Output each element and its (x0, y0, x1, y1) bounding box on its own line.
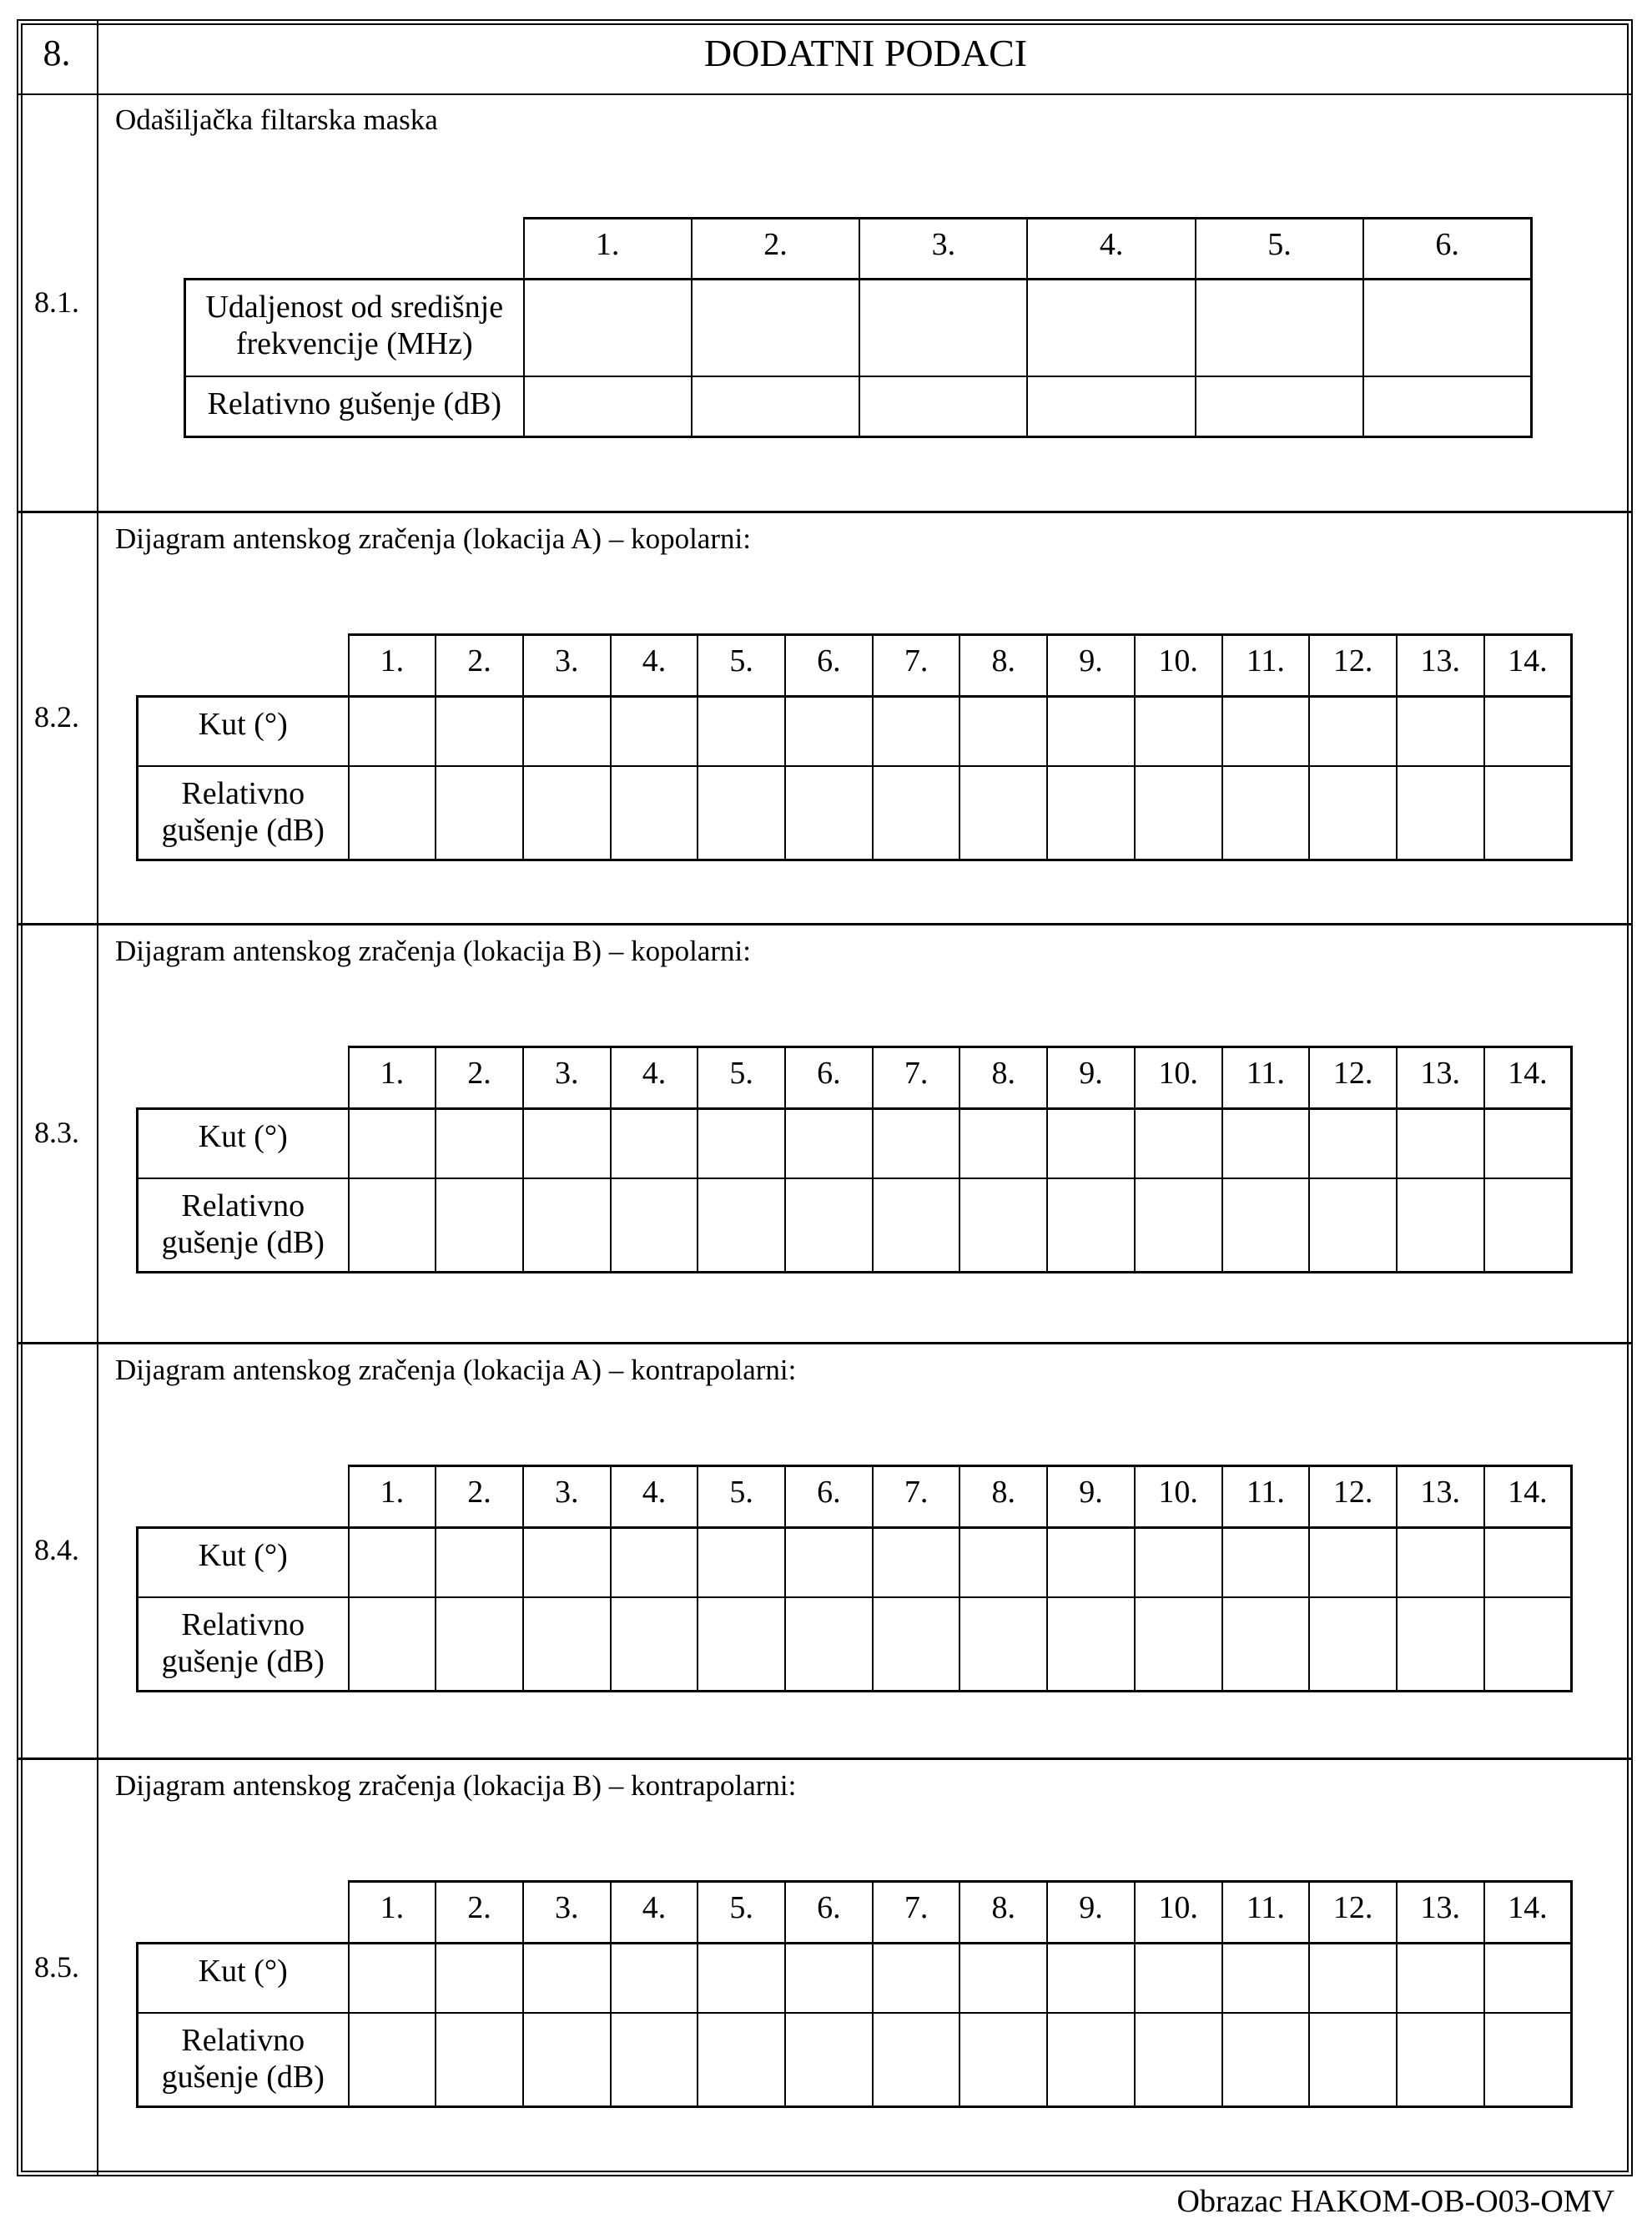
radiation-diagram-table-a-copolar (136, 633, 1573, 861)
column-header: 11. (1222, 1466, 1310, 1528)
table-cell[interactable] (1309, 1109, 1397, 1178)
table-cell[interactable] (611, 1944, 698, 2013)
column-header: 11. (1222, 1047, 1310, 1109)
table-cell[interactable] (692, 280, 859, 376)
table-cell[interactable] (1135, 1528, 1222, 1597)
column-header: 14. (1484, 1882, 1572, 1944)
table-cell[interactable] (349, 766, 436, 860)
table-cell[interactable] (1196, 280, 1363, 376)
column-header: 6. (1363, 219, 1531, 280)
number-column-divider (97, 19, 98, 2176)
table-cell[interactable] (1397, 1178, 1484, 1273)
column-header: 5. (1196, 219, 1363, 280)
column-header: 6. (785, 1882, 873, 1944)
table-cell[interactable] (611, 1109, 698, 1178)
column-header: 9. (1047, 635, 1135, 697)
column-header: 2. (436, 1882, 523, 1944)
table-cell[interactable] (698, 2013, 785, 2107)
table-cell[interactable] (1484, 697, 1572, 766)
table-cell[interactable] (523, 1109, 611, 1178)
table-cell[interactable] (523, 1597, 611, 1692)
table-cell[interactable] (1309, 1528, 1397, 1597)
column-header: 7. (873, 1466, 960, 1528)
column-header: 2. (692, 219, 859, 280)
column-header: 4. (611, 1466, 698, 1528)
column-header: 13. (1397, 1882, 1484, 1944)
row-label: Kut (°) (138, 697, 349, 766)
header-spacer (138, 1047, 349, 1109)
header-row (138, 1882, 1572, 1944)
table-cell[interactable] (1397, 1597, 1484, 1692)
table-cell[interactable] (1309, 766, 1397, 860)
table-cell[interactable] (611, 697, 698, 766)
row-label: Kut (°) (138, 1109, 349, 1178)
table-cell[interactable] (436, 697, 523, 766)
table-cell[interactable] (785, 1528, 873, 1597)
column-header: 2. (436, 1466, 523, 1528)
table-cell[interactable] (1047, 1178, 1135, 1273)
table-cell[interactable] (785, 2013, 873, 2107)
column-header: 5. (698, 1047, 785, 1109)
header-spacer (138, 1466, 349, 1528)
table-cell[interactable] (959, 1178, 1047, 1273)
table-cell[interactable] (1309, 697, 1397, 766)
table-row (138, 766, 1572, 860)
table-cell[interactable] (1027, 376, 1195, 437)
table-cell[interactable] (611, 1528, 698, 1597)
table-cell[interactable] (349, 2013, 436, 2107)
column-header: 12. (1309, 635, 1397, 697)
column-header: 3. (523, 1047, 611, 1109)
table-cell[interactable] (1397, 1109, 1484, 1178)
column-header: 4. (611, 1047, 698, 1109)
table-cell[interactable] (349, 1528, 436, 1597)
table-cell[interactable] (1222, 1178, 1310, 1273)
column-header: 1. (524, 219, 692, 280)
table-cell[interactable] (1222, 1944, 1310, 2013)
table-cell[interactable] (859, 280, 1027, 376)
table-cell[interactable] (1484, 1944, 1572, 2013)
table-cell[interactable] (1484, 1597, 1572, 1692)
column-header: 14. (1484, 635, 1572, 697)
section-title-8-1: Odašiljačka filtarska maska (115, 103, 438, 136)
column-header: 1. (349, 1047, 436, 1109)
table-cell[interactable] (1027, 280, 1195, 376)
header-row (138, 635, 1572, 697)
form-code: Obrazac HAKOM-OB-O03-OMV (1176, 2184, 1614, 2219)
table-cell[interactable] (1363, 376, 1531, 437)
header-spacer (185, 219, 524, 280)
table-cell[interactable] (524, 280, 692, 376)
column-header: 7. (873, 1047, 960, 1109)
column-header: 8. (959, 1466, 1047, 1528)
table-cell[interactable] (1222, 1528, 1310, 1597)
table-cell[interactable] (698, 697, 785, 766)
table-cell[interactable] (873, 1178, 960, 1273)
table-cell[interactable] (959, 1109, 1047, 1178)
column-header: 1. (349, 635, 436, 697)
table-cell[interactable] (523, 766, 611, 860)
table-cell[interactable] (524, 376, 692, 437)
column-header: 2. (436, 1047, 523, 1109)
column-header: 3. (859, 219, 1027, 280)
column-header: 11. (1222, 635, 1310, 697)
header-row (138, 1047, 1572, 1109)
column-header: 4. (1027, 219, 1195, 280)
table-cell[interactable] (436, 2013, 523, 2107)
table-cell[interactable] (873, 1109, 960, 1178)
column-header: 6. (785, 1047, 873, 1109)
table-cell[interactable] (1222, 1597, 1310, 1692)
table-cell[interactable] (349, 1109, 436, 1178)
radiation-diagram-table-b-contrapolar (136, 1880, 1573, 2108)
table-cell[interactable] (959, 1944, 1047, 2013)
column-header: 5. (698, 635, 785, 697)
table-cell[interactable] (1196, 376, 1363, 437)
row-label: Relativno gušenje (dB) (138, 2013, 349, 2107)
table-cell[interactable] (698, 1178, 785, 1273)
table-cell[interactable] (1047, 2013, 1135, 2107)
column-header: 4. (611, 635, 698, 697)
column-header: 12. (1309, 1466, 1397, 1528)
row-label: Kut (°) (138, 1528, 349, 1597)
table-row (138, 1597, 1572, 1692)
table-cell[interactable] (1309, 2013, 1397, 2107)
section-number-8-5: 8.5. (34, 1950, 79, 1984)
column-header: 10. (1135, 1466, 1222, 1528)
table-cell[interactable] (785, 1944, 873, 2013)
radiation-diagram-table-a-contrapolar (136, 1465, 1573, 1692)
section-title-8-2: Dijagram antenskog zračenja (lokacija A) – kopolarni: (115, 522, 751, 555)
column-header: 9. (1047, 1882, 1135, 1944)
table-row (185, 280, 1532, 376)
table-cell[interactable] (1309, 1597, 1397, 1692)
row-label: Relativno gušenje (dB) (185, 376, 524, 437)
header-spacer (138, 1882, 349, 1944)
table-cell[interactable] (611, 766, 698, 860)
table-cell[interactable] (1135, 697, 1222, 766)
section-title-8-5: Dijagram antenskog zračenja (lokacija B) – kontrapolarni: (115, 1769, 797, 1802)
column-header: 3. (523, 1466, 611, 1528)
column-header: 8. (959, 635, 1047, 697)
column-header: 9. (1047, 1047, 1135, 1109)
column-header: 8. (959, 1047, 1047, 1109)
table-cell[interactable] (959, 1597, 1047, 1692)
radiation-diagram-table-b-copolar (136, 1046, 1573, 1273)
table-cell[interactable] (1484, 1528, 1572, 1597)
column-header: 14. (1484, 1466, 1572, 1528)
section-divider-1 (17, 511, 1633, 513)
column-header: 6. (785, 1466, 873, 1528)
section-title-8-4: Dijagram antenskog zračenja (lokacija A) – kontrapolarni: (115, 1354, 797, 1386)
table-cell[interactable] (523, 2013, 611, 2107)
table-cell[interactable] (1484, 766, 1572, 860)
table-cell[interactable] (1135, 1597, 1222, 1692)
table-cell[interactable] (1222, 1109, 1310, 1178)
table-cell[interactable] (1397, 1944, 1484, 2013)
table-cell[interactable] (349, 697, 436, 766)
table-cell[interactable] (1484, 1109, 1572, 1178)
table-cell[interactable] (959, 766, 1047, 860)
column-header: 1. (349, 1882, 436, 1944)
table-cell[interactable] (523, 1944, 611, 2013)
table-row (138, 1178, 1572, 1273)
table-cell[interactable] (959, 1528, 1047, 1597)
row-label: Relativno gušenje (dB) (138, 766, 349, 860)
section-number-8-3: 8.3. (34, 1116, 79, 1149)
column-header: 5. (698, 1466, 785, 1528)
table-cell[interactable] (785, 697, 873, 766)
table-cell[interactable] (436, 1109, 523, 1178)
row-label: Kut (°) (138, 1944, 349, 2013)
table-cell[interactable] (859, 376, 1027, 437)
table-cell[interactable] (1135, 766, 1222, 860)
table-cell[interactable] (785, 766, 873, 860)
column-header: 7. (873, 1882, 960, 1944)
table-cell[interactable] (873, 766, 960, 860)
column-header: 3. (523, 635, 611, 697)
table-cell[interactable] (1309, 1178, 1397, 1273)
column-header: 10. (1135, 635, 1222, 697)
table-row (138, 2013, 1572, 2107)
header-row (138, 1466, 1572, 1528)
table-row (138, 1109, 1572, 1178)
table-cell[interactable] (1309, 1944, 1397, 2013)
table-cell[interactable] (959, 2013, 1047, 2107)
table-cell[interactable] (1047, 1528, 1135, 1597)
table-cell[interactable] (611, 1178, 698, 1273)
table-row (138, 1528, 1572, 1597)
table-cell[interactable] (1047, 1944, 1135, 2013)
page-title: DODATNI PODACI (703, 32, 1028, 74)
table-cell[interactable] (1222, 766, 1310, 860)
table-cell[interactable] (436, 1944, 523, 2013)
table-cell[interactable] (1363, 280, 1531, 376)
filter-mask-table (184, 217, 1533, 438)
table-cell[interactable] (785, 1178, 873, 1273)
table-cell[interactable] (1047, 1109, 1135, 1178)
section-number-8-1: 8.1. (34, 285, 79, 319)
table-cell[interactable] (698, 1109, 785, 1178)
column-header: 10. (1135, 1882, 1222, 1944)
table-cell[interactable] (1222, 2013, 1310, 2107)
column-header: 4. (611, 1882, 698, 1944)
column-header: 10. (1135, 1047, 1222, 1109)
table-cell[interactable] (873, 2013, 960, 2107)
table-cell[interactable] (349, 1178, 436, 1273)
row-label: Udaljenost od središnje frekvencije (MHz) (185, 280, 524, 376)
table-cell[interactable] (1135, 2013, 1222, 2107)
table-cell[interactable] (1484, 2013, 1572, 2107)
section-number-8-4: 8.4. (34, 1533, 79, 1566)
table-row (185, 376, 1532, 437)
table-cell[interactable] (523, 1528, 611, 1597)
table-row (138, 1944, 1572, 2013)
column-header: 8. (959, 1882, 1047, 1944)
table-cell[interactable] (692, 376, 859, 437)
column-header: 2. (436, 635, 523, 697)
table-cell[interactable] (698, 1944, 785, 2013)
table-cell[interactable] (523, 1178, 611, 1273)
table-cell[interactable] (349, 1944, 436, 2013)
column-header: 1. (349, 1466, 436, 1528)
column-header: 5. (698, 1882, 785, 1944)
table-cell[interactable] (523, 697, 611, 766)
table-cell[interactable] (436, 1597, 523, 1692)
table-cell[interactable] (1222, 697, 1310, 766)
table-cell[interactable] (1047, 766, 1135, 860)
section-divider-2 (17, 923, 1633, 925)
column-header: 14. (1484, 1047, 1572, 1109)
section-divider-3 (17, 1342, 1633, 1344)
table-cell[interactable] (349, 1597, 436, 1692)
table-cell[interactable] (1484, 1178, 1572, 1273)
column-header: 6. (785, 635, 873, 697)
column-header: 11. (1222, 1882, 1310, 1944)
table-cell[interactable] (436, 1528, 523, 1597)
table-cell[interactable] (698, 1597, 785, 1692)
table-row (138, 697, 1572, 766)
table-cell[interactable] (1135, 1109, 1222, 1178)
table-cell[interactable] (873, 1597, 960, 1692)
table-cell[interactable] (873, 697, 960, 766)
row-label: Relativno gušenje (dB) (138, 1597, 349, 1692)
column-header: 13. (1397, 1466, 1484, 1528)
table-cell[interactable] (1047, 1597, 1135, 1692)
page-section-number: 8. (43, 33, 71, 73)
column-header: 3. (523, 1882, 611, 1944)
table-cell[interactable] (698, 766, 785, 860)
column-header: 12. (1309, 1882, 1397, 1944)
table-cell[interactable] (785, 1597, 873, 1692)
table-cell[interactable] (1047, 697, 1135, 766)
table-cell[interactable] (611, 2013, 698, 2107)
table-cell[interactable] (436, 1178, 523, 1273)
section-title-8-3: Dijagram antenskog zračenja (lokacija B) – kopolarni: (115, 935, 751, 967)
column-header: 7. (873, 635, 960, 697)
table-cell[interactable] (1135, 1944, 1222, 2013)
column-header: 12. (1309, 1047, 1397, 1109)
table-cell[interactable] (698, 1528, 785, 1597)
table-cell[interactable] (873, 1944, 960, 2013)
column-header: 13. (1397, 1047, 1484, 1109)
column-header: 13. (1397, 635, 1484, 697)
table-cell[interactable] (1397, 1528, 1484, 1597)
section-number-8-2: 8.2. (34, 700, 79, 734)
header-spacer (138, 635, 349, 697)
column-header: 9. (1047, 1466, 1135, 1528)
table-cell[interactable] (873, 1528, 960, 1597)
table-cell[interactable] (1135, 1178, 1222, 1273)
table-cell[interactable] (1397, 697, 1484, 766)
header-row (185, 219, 1532, 280)
row-label: Relativno gušenje (dB) (138, 1178, 349, 1273)
table-cell[interactable] (1397, 2013, 1484, 2107)
table-cell[interactable] (436, 766, 523, 860)
title-row-divider (17, 93, 1633, 95)
table-cell[interactable] (785, 1109, 873, 1178)
table-cell[interactable] (1397, 766, 1484, 860)
section-divider-4 (17, 1758, 1633, 1760)
table-cell[interactable] (959, 697, 1047, 766)
table-cell[interactable] (611, 1597, 698, 1692)
